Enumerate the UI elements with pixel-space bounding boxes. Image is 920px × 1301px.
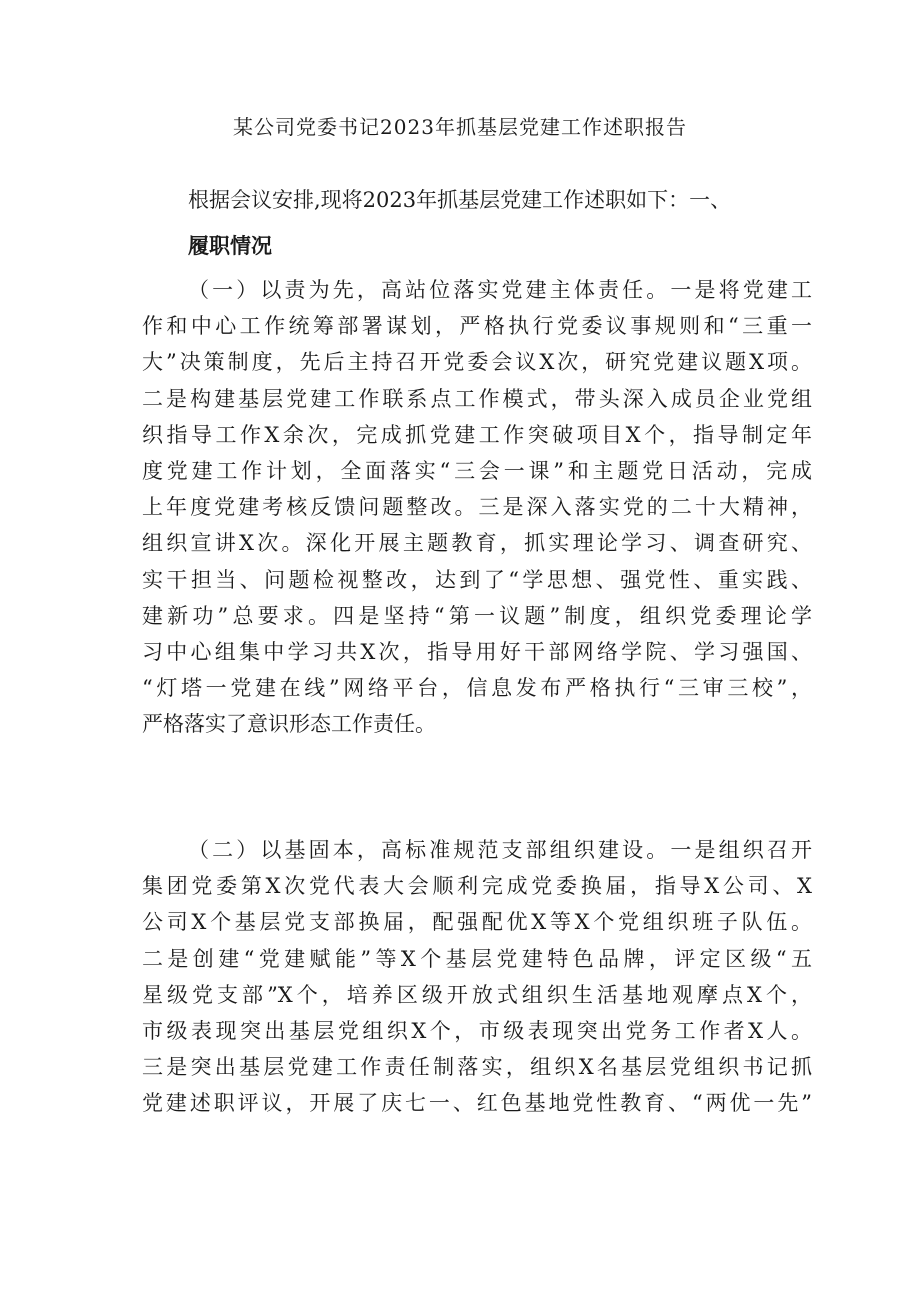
paragraph-line: 作和中心工作统筹部署谋划，严格执行党委议事规则和“三重一	[142, 314, 812, 339]
paragraph-line: 实干担当、问题检视整改，达到了“学思想、强党性、重实践、	[142, 567, 812, 592]
paragraph-line: 三是突出基层党建工作责任制落实，组织X名基层党组织书记抓	[142, 1055, 812, 1080]
paragraph-line: 度党建工作计划，全面落实“三会一课”和主题党日活动，完成	[142, 459, 812, 483]
paragraph-line: 组织宣讲X次。深化开展主题教育，抓实理论学习、调查研究、	[142, 531, 812, 556]
paragraph-line: 二是创建“党建赋能”等X个基层党建特色品牌，评定区级“五	[142, 946, 812, 971]
paragraph-line: 严格落实了意识形态工作责任。	[142, 712, 436, 737]
paragraph-line: 上年度党建考核反馈问题整改。三是深入落实党的二十大精神，	[142, 495, 812, 520]
paragraph-line: 公司X个基层党支部换届，配强配优X等X个党组织班子队伍。	[142, 910, 812, 935]
paragraph-line: 织指导工作X余次，完成抓党建工作突破项目X个，指导制定年	[142, 422, 812, 447]
paragraph-line: （二）以基固本，高标准规范支部组织建设。一是组织召开	[188, 838, 812, 862]
paragraph-line: 大”决策制度，先后主持召开党委会议X次，研究党建议题X项。	[142, 350, 812, 375]
paragraph-line: “灯塔一党建在线”网络平台，信息发布严格执行“三审三校”，	[142, 676, 812, 701]
paragraph-line: 习中心组集中学习共X次，指导用好干部网络学院、学习强国、	[142, 640, 812, 664]
section-heading: 履职情况	[188, 234, 272, 258]
paragraph-line: （一）以责为先，高站位落实党建主体责任。一是将党建工	[188, 278, 812, 302]
intro-line: 根据会议安排,现将2023年抓基层党建工作述职如下：一、	[188, 188, 732, 212]
document-title: 某公司党委书记2023年抓基层党建工作述职报告	[233, 115, 687, 139]
paragraph-line: 二是构建基层党建工作联系点工作模式，带头深入成员企业党组	[142, 386, 812, 411]
paragraph-line: 党建述职评议，开展了庆七一、红色基地党性教育、“两优一先”	[142, 1091, 812, 1116]
paragraph-line: 市级表现突出基层党组织X个，市级表现突出党务工作者X人。	[142, 1019, 812, 1043]
paragraph-line: 建新功”总要求。四是坚持“第一议题”制度，组织党委理论学	[142, 603, 812, 628]
paragraph-line: 星级党支部”X个，培养区级开放式组织生活基地观摩点X个，	[142, 982, 812, 1007]
paragraph-line: 集团党委第X次党代表大会顺利完成党委换届，指导X公司、X	[142, 874, 812, 899]
